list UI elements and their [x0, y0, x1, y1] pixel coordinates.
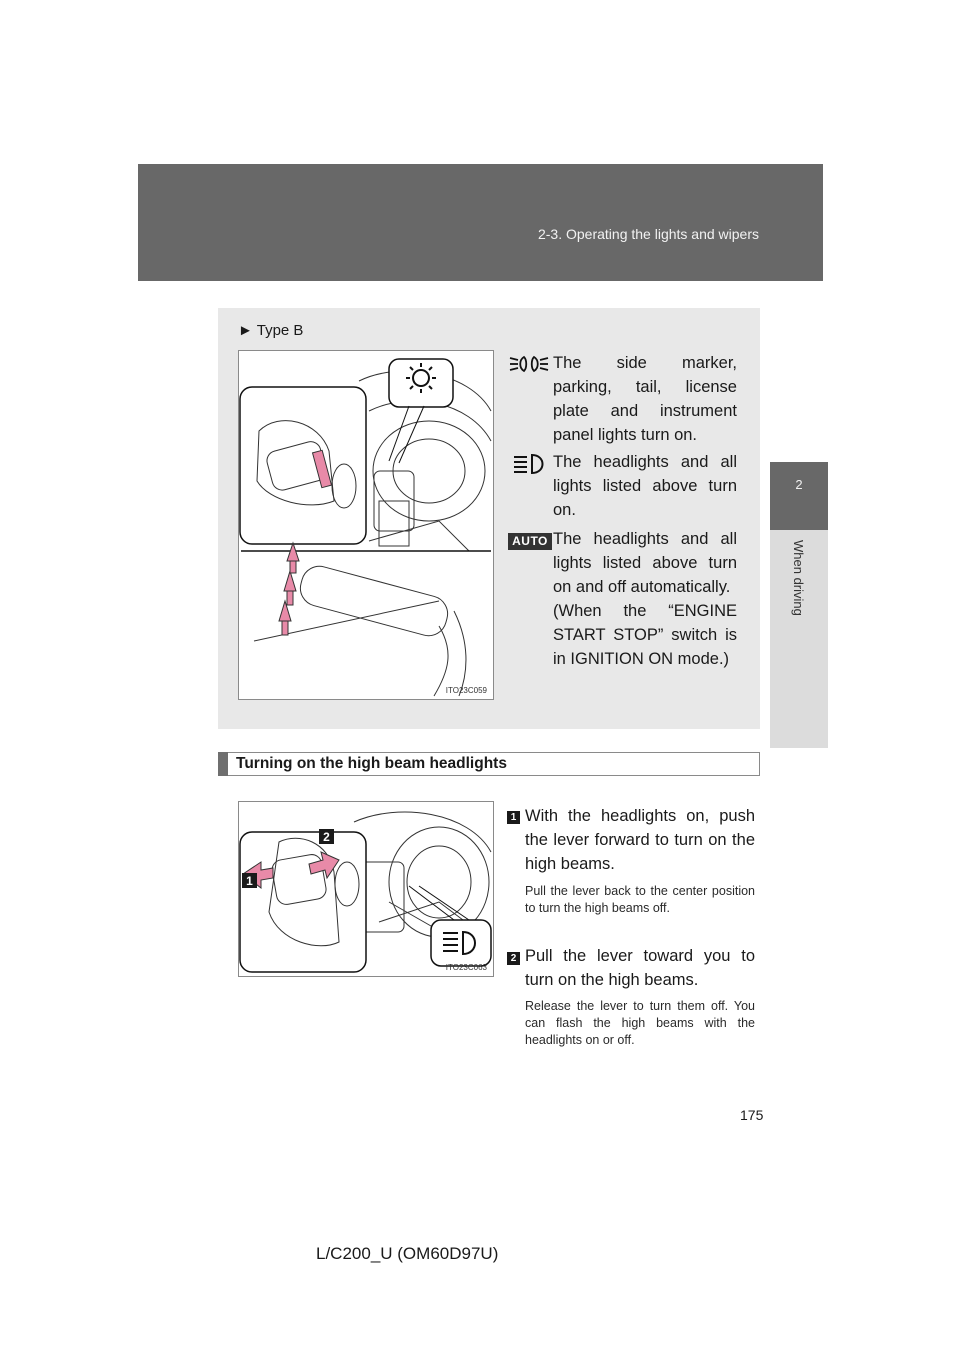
- high-beam-illustration: [238, 801, 494, 977]
- step-1-marker: 1: [246, 874, 253, 888]
- step-2-icon: 2: [507, 952, 520, 965]
- step-1-text: With the headlights on, push the lever forward to turn on the high beams.: [525, 807, 755, 873]
- headlights-description: The headlights and all lights listed above turn on.: [553, 453, 737, 519]
- step-1-icon: 1: [507, 811, 520, 824]
- side-marker-lights-icon: [507, 353, 551, 375]
- step-2-note: Release the lever to turn them off. You can flash the high beams with the headlights on or off.: [525, 999, 755, 1047]
- step-2-marker: 2: [323, 830, 330, 844]
- section-title: 2-3. Operating the lights and wipers: [537, 226, 759, 242]
- step-2-text: Pull the lever toward you to turn on the high beams.: [525, 947, 755, 989]
- light-switch-drawing: [239, 351, 493, 699]
- side-marker-description: The side marker, parking, tail, license plate and instrument panel lights turn on.: [553, 354, 737, 444]
- chapter-tab: [770, 462, 828, 530]
- chapter-number: 2: [795, 477, 803, 492]
- heading-accent: [218, 752, 228, 776]
- figure-code: ITO23C063: [445, 963, 487, 972]
- auto-description: The headlights and all lights listed above turn on and off automatically. (When the “ENGINE START STOP” switch is in IGNITION ON mode.): [553, 530, 737, 668]
- auto-icon: AUTO: [508, 533, 552, 550]
- document-code: L/C200_U (OM60D97U): [316, 1244, 499, 1263]
- headlights-icon: [510, 452, 550, 476]
- high-beam-drawing: [239, 802, 493, 976]
- section-header-bar: [138, 164, 823, 281]
- chapter-label: When driving: [791, 540, 806, 616]
- page-number: 175: [740, 1107, 764, 1123]
- high-beam-heading: Turning on the high beam headlights: [236, 755, 507, 772]
- light-switch-illustration: [238, 350, 494, 700]
- type-b-label: ► Type B: [238, 322, 304, 339]
- figure-code: ITO23C059: [445, 686, 487, 695]
- step-1-note: Pull the lever back to the center position to turn the high beams off.: [525, 884, 755, 915]
